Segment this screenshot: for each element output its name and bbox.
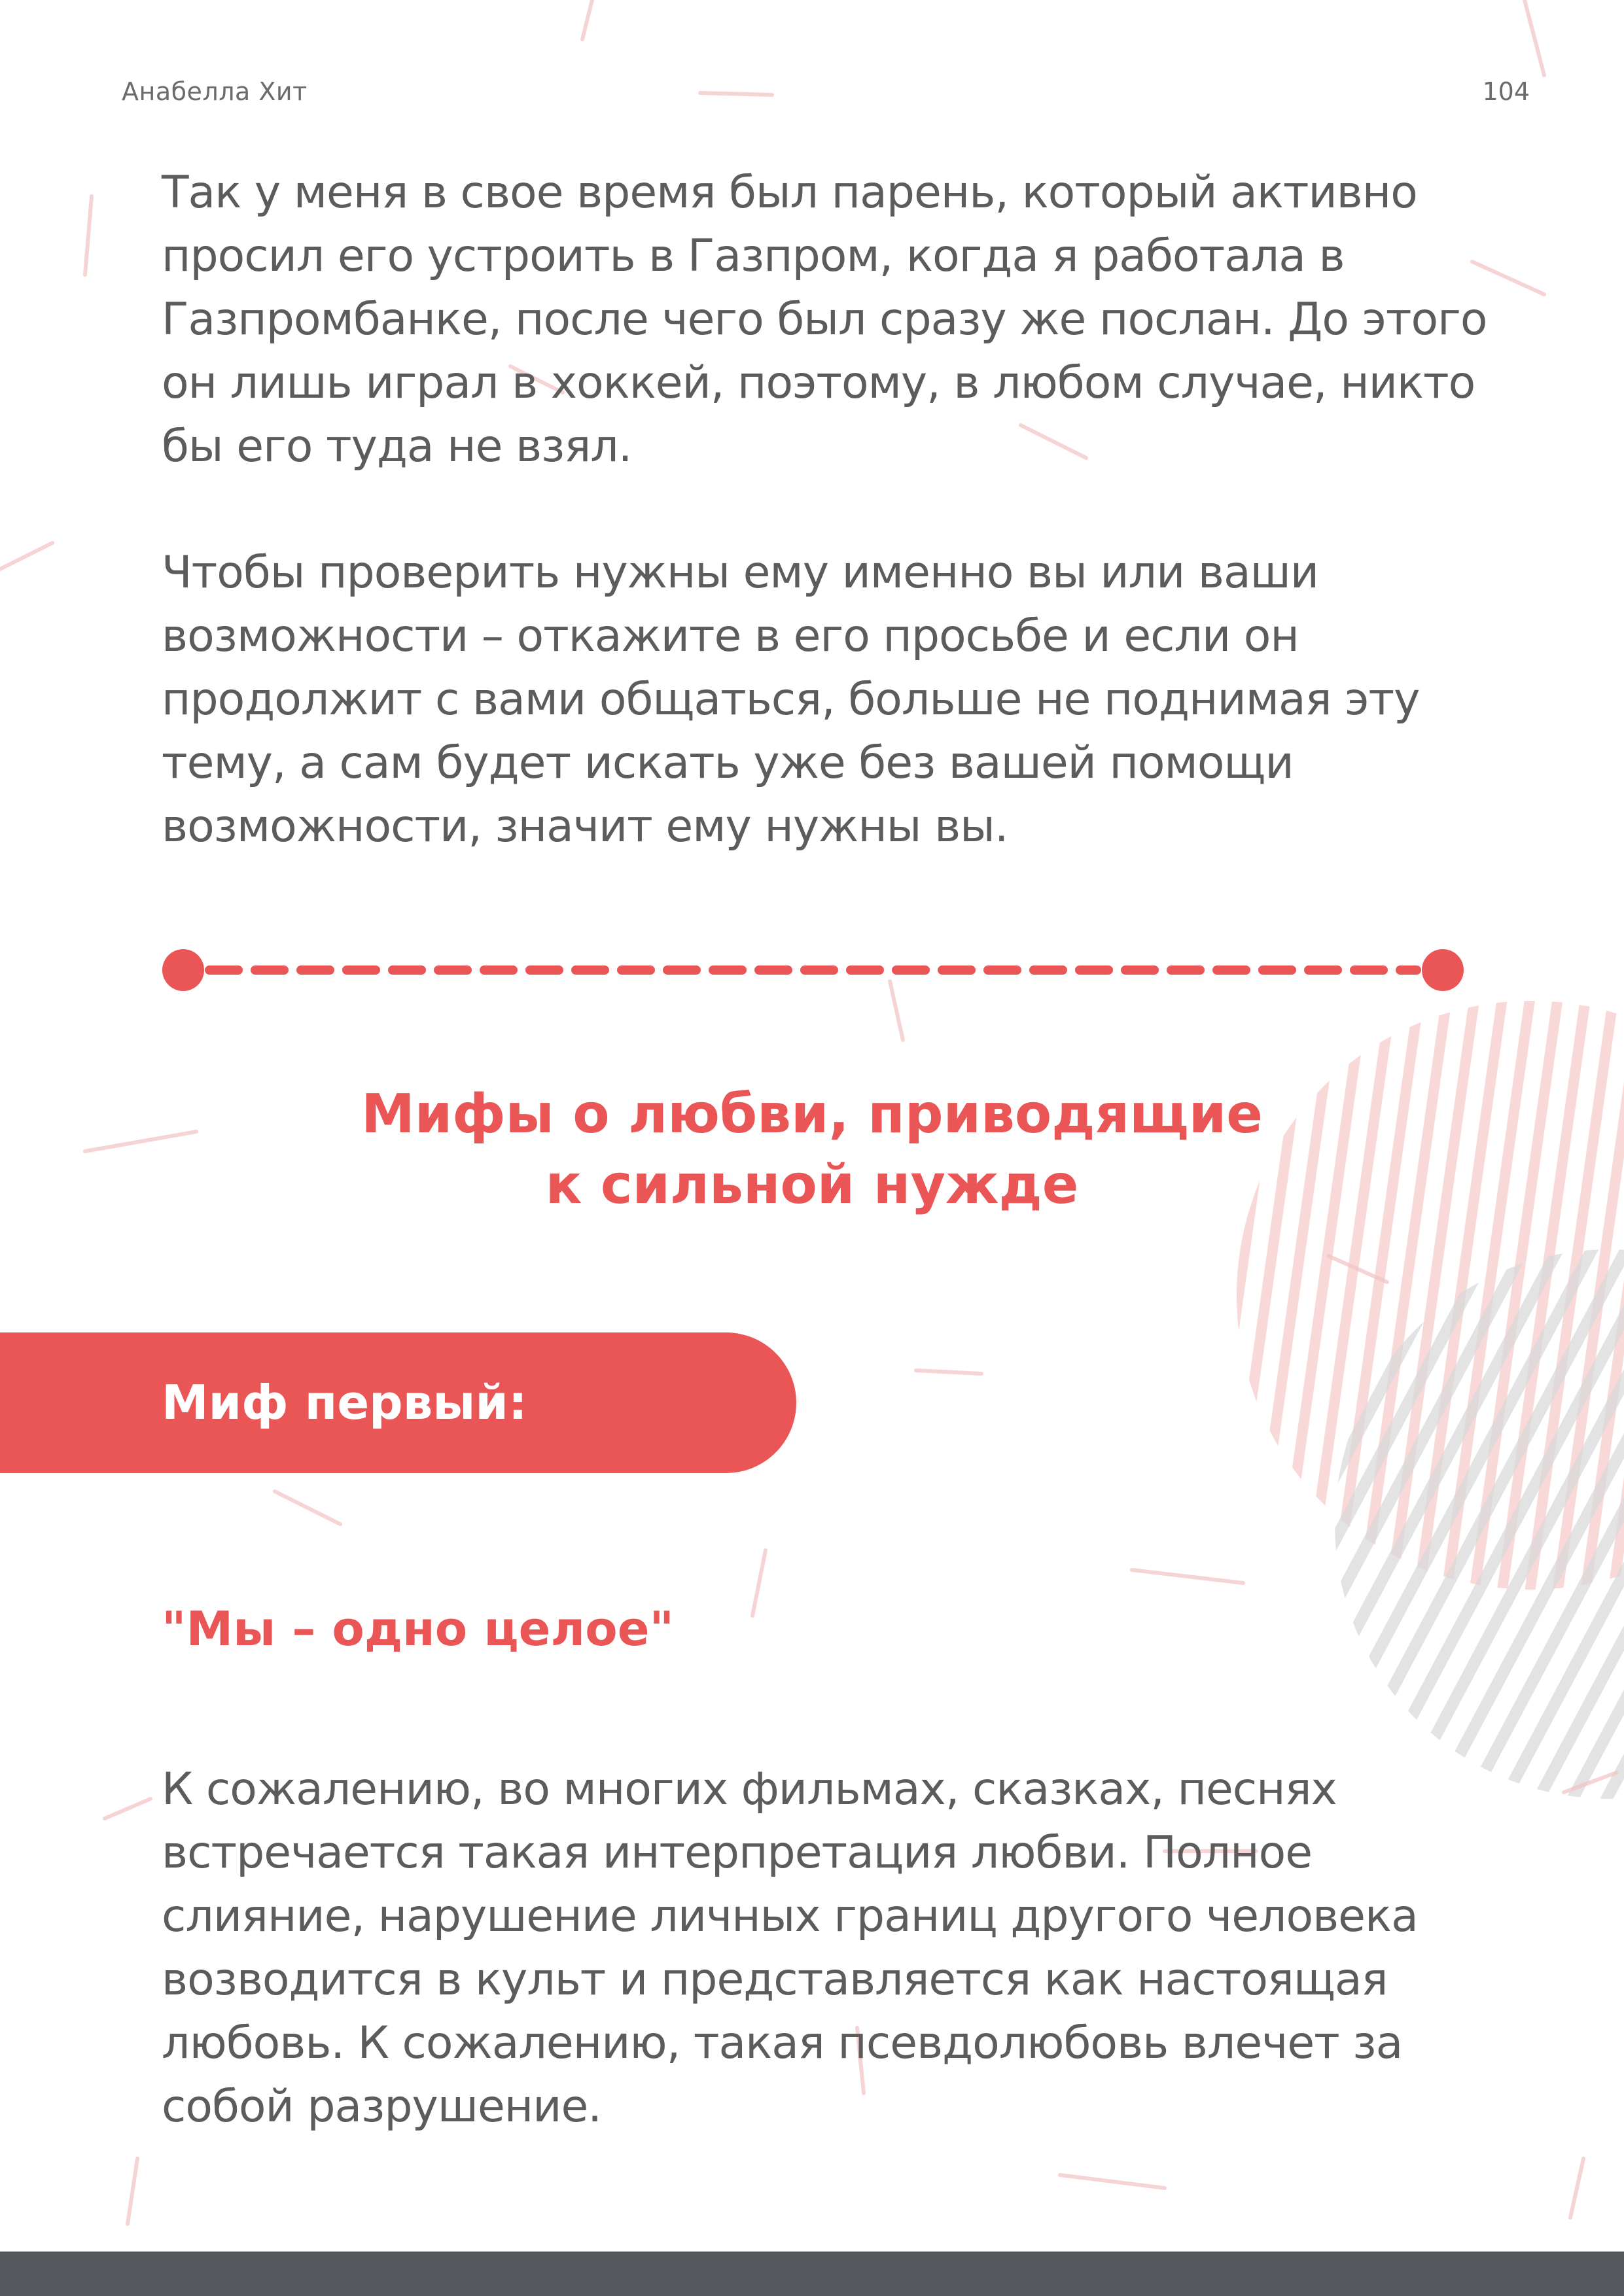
page-number: 104 [1482, 77, 1530, 106]
footer-bar [0, 2252, 1624, 2296]
section-title-line-1: Мифы о любви, приводящие [361, 1083, 1263, 1145]
divider-end-dot [1422, 949, 1464, 991]
header-author: Анабелла Хит [122, 77, 308, 106]
myth-banner [0, 1332, 796, 1473]
dashed-divider [160, 947, 1466, 993]
paragraph-boyfriend-story: Так у меня в свое время был парень, который активно просил его устроить в Газпром, когда я работала в Газпромбанке, после чего был сразу же послан. До этого он лишь играл в хоккей, поэтому, в любом случае, никто бы его туда не взял. [162, 167, 1487, 472]
paragraph-myth-explanation: К сожалению, во многих фильмах, сказках, песнях встречается такая интерпретация любви. Полное слияние, нарушение личных границ другого человека возводится в культ и представляется как настоящая любовь. К сожалению, такая псевдолюбовь влечет за собой разрушение. [162, 1764, 1418, 2132]
divider-start-dot [162, 949, 204, 991]
myth-quote: "Мы – одно целое" [162, 1601, 675, 1656]
myth-label: Миф первый: [162, 1375, 527, 1430]
section-title-line-2: к сильной нужде [545, 1154, 1079, 1216]
section-title [158, 1079, 1466, 1221]
paragraph-check-advice: Чтобы проверить нужны ему именно вы или ваши возможности – откажите в его просьбе и если он продолжит с вами общаться, больше не поднимая эту тему, а сам будет искать уже без вашей помощи возможности, значит ему нужны вы. [162, 547, 1420, 852]
